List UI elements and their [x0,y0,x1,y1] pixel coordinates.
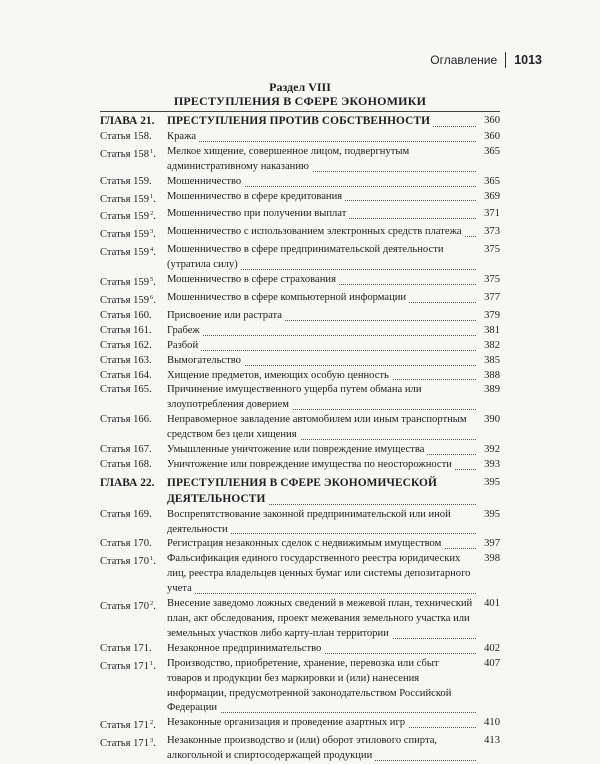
article-number: Статья $159^6$. [100,293,156,306]
article-title: Мошенничество в сфере страхования [167,274,339,285]
article-number-text: Статья 171. [100,642,152,654]
chapter-body [167,476,476,508]
entry-body [167,207,476,222]
article-page: 365 [484,145,500,157]
article-number: Статья $171^3$. [100,737,156,750]
article-number-text: Статья 166. [100,414,152,426]
entry-body [167,642,476,657]
chapter-body [167,114,476,130]
toc-entry[interactable] [100,458,500,473]
article-number [100,508,167,523]
article-superscript: 6 [150,293,154,301]
article-page: 381 [484,324,500,336]
article-superscript: 5 [150,276,154,284]
article-number: Статья $170^2$. [100,600,156,613]
article-page: 402 [484,642,500,654]
article-number-text: Статья 161. [100,324,152,336]
article-title: Хищение предметов, имеющих особую ценность [167,370,392,381]
article-page: 401 [484,598,500,610]
article-number: Статья $159^5$. [100,276,156,289]
article-number-text: Статья 162. [100,339,152,351]
article-superscript: 1 [150,192,154,200]
article-title: Незаконное предпринимательство [167,643,324,654]
article-number-text: Статья 170 [100,601,149,613]
article-number-text: Статья 159. [100,175,152,187]
article-number [100,354,167,369]
entry-body [167,291,476,306]
entry-body [167,145,476,175]
toc-entry[interactable] [100,597,500,642]
section-heading [100,80,500,108]
article-page: 407 [484,657,500,669]
article-number-text: Статья 170 [100,556,149,568]
toc-entry[interactable] [100,309,500,324]
table-of-contents [100,111,500,764]
article-number: Статья $158^1$. [100,147,156,160]
article-superscript: 3 [150,737,154,745]
article-page: 371 [484,208,500,220]
article-number [100,458,167,473]
article-superscript: 3 [150,228,154,236]
toc-entry[interactable] [100,508,500,538]
toc-entry[interactable] [100,190,500,208]
toc-entry[interactable] [100,243,500,273]
toc-entry[interactable] [100,339,500,354]
entry-body [167,309,476,324]
toc-entry[interactable] [100,413,500,443]
toc-entry[interactable] [100,130,500,145]
toc-entry[interactable] [100,354,500,369]
entry-body [167,383,476,413]
article-page: 369 [484,190,500,202]
article-title: Неправомерное завладение автомобилем или иным транспортным средством без цели хищения [167,414,467,441]
article-number: Статья $170^1$. [100,555,156,568]
article-number-text: Статья 159 [100,193,149,205]
running-head [430,52,542,68]
article-title: Вымогательство [167,355,244,366]
article-superscript: 2 [150,719,154,727]
section-label: Раздел VIII [269,80,331,94]
article-number-text: Статья 159 [100,294,149,306]
chapter-label: ГЛАВА 22. [100,476,155,489]
article-title: Мошенничество при получении выплат [167,208,349,219]
entry-body [167,734,476,764]
article-number: Статья $159^2$. [100,210,156,223]
article-number-text: Статья 167. [100,444,152,456]
article-page: 382 [484,339,500,351]
article-page: 410 [484,717,500,729]
chapter-rule [100,111,500,112]
article-number: Статья $159^3$. [100,228,156,241]
entry-body [167,225,476,240]
article-title: Причинение имущественного ущерба путем обмана или злоупотребления доверием [167,384,422,411]
article-number-text: Статья 159 [100,229,149,241]
chapter-title: ПРЕСТУПЛЕНИЯ В СФЕРЕ ЭКОНОМИЧЕСКОЙ ДЕЯТЕЛЬНОСТИ [167,476,437,505]
entry-body [167,537,476,552]
entry-body [167,354,476,369]
article-superscript: 1 [150,659,154,667]
article-superscript: 4 [150,246,154,254]
article-page: 398 [484,553,500,565]
article-page: 395 [484,508,500,520]
toc-entry[interactable] [100,734,500,764]
chapter-heading[interactable] [100,114,500,130]
chapter-label: ГЛАВА 21. [100,115,155,127]
article-number [100,324,167,339]
article-title: Кража [167,131,199,142]
article-superscript: 2 [150,600,154,608]
article-title: Производство, приобретение, хранение, перевозка или сбыт товаров и продукции без маркировки и (или) нанесения информации, предусмотренной законодательством Российской Федерации [167,657,452,714]
toc-entry[interactable] [100,207,500,225]
article-number [100,130,167,145]
toc-entry[interactable] [100,225,500,243]
entry-body [167,716,476,731]
article-number-text: Статья 171 [100,738,149,750]
article-number-text: Статья 163. [100,354,152,366]
article-title: Мелкое хищение, совершенное лицом, подвергнутым административному наказанию [167,145,410,172]
article-number [100,537,167,552]
article-title: Присвоение или растрата [167,310,285,321]
article-page: 413 [484,735,500,747]
article-number: Статья $171^1$. [100,659,156,672]
running-head-page-number: 1013 [514,53,542,67]
article-title: Незаконные организация и проведение азартных игр [167,717,408,728]
article-number [100,309,167,324]
article-number-text: Статья 164. [100,369,152,381]
article-superscript: 2 [150,210,154,218]
article-title: Мошенничество [167,176,244,187]
toc-entry[interactable] [100,369,500,384]
article-number-text: Статья 171 [100,660,149,672]
section-title: ПРЕСТУПЛЕНИЯ В СФЕРЕ ЭКОНОМИКИ [173,94,427,108]
article-number-text: Статья 159 [100,247,149,259]
article-number: Статья $159^4$. [100,246,156,259]
article-number-text: Статья 171 [100,720,149,732]
article-page: 392 [484,444,500,456]
article-number-text: Статья 168. [100,458,152,470]
toc-entry[interactable] [100,383,500,413]
entry-body [167,552,476,597]
entry-body [167,339,476,354]
article-page: 375 [484,244,500,256]
entry-body [167,508,476,538]
article-number-text: Статья 158 [100,148,149,160]
article-title: Незаконные производство и (или) оборот этилового спирта, алкогольной и спиртосодержащей продукции [167,735,438,762]
article-number [100,369,167,384]
article-superscript: 1 [150,147,154,155]
article-title: Мошенничество с использованием электронных средств платежа [167,226,465,237]
article-number-text: Статья 160. [100,309,152,321]
entry-body [167,324,476,339]
entry-body [167,413,476,443]
toc-entry[interactable] [100,657,500,717]
entry-body [167,369,476,384]
article-number-text: Статья 159 [100,277,149,289]
article-number-text: Статья 165. [100,384,152,396]
article-number-text: Статья 170. [100,538,152,550]
article-number [100,339,167,354]
article-number: Статья $159^1$. [100,192,156,205]
article-number [100,383,167,398]
toc-entry[interactable] [100,273,500,291]
entry-body [167,243,476,273]
toc-entry[interactable] [100,642,500,657]
article-page: 389 [484,384,500,396]
article-page: 360 [484,130,500,142]
entry-body [167,597,476,642]
chapter-heading[interactable] [100,476,500,508]
toc-entry[interactable] [100,443,500,458]
toc-entry[interactable] [100,537,500,552]
entry-body [167,443,476,458]
toc-entry[interactable] [100,552,500,597]
toc-entry[interactable] [100,716,500,734]
article-page: 379 [484,309,500,321]
article-page: 397 [484,538,500,550]
article-page: 388 [484,369,500,381]
toc-entry[interactable] [100,324,500,339]
article-page: 390 [484,414,500,426]
article-page: 377 [484,291,500,303]
article-number [100,175,167,190]
article-title: Регистрация незаконных сделок с недвижимым имуществом [167,538,444,549]
article-title: Внесение заведомо ложных сведений в межевой план, технический план, акт обследования, проект межевания земельного участка или земельных участков либо карту-план территории [167,598,473,639]
article-title: Мошенничество в сфере кредитования [167,191,345,202]
article-title: Мошенничество в сфере предпринимательской деятельности (утратила силу) [167,244,444,271]
entry-body [167,273,476,288]
article-number-text: Статья 169. [100,508,152,520]
article-title: Грабеж [167,325,203,336]
toc-entry[interactable] [100,291,500,309]
running-head-divider [505,52,506,68]
entry-body [167,130,476,145]
article-title: Разбой [167,340,201,351]
running-head-title: Оглавление [430,53,498,67]
article-title: Мошенничество в сфере компьютерной информации [167,292,409,303]
article-superscript: 1 [150,555,154,563]
article-number: Статья $171^2$. [100,719,156,732]
article-page: 385 [484,354,500,366]
toc-entry[interactable] [100,175,500,190]
article-title: Фальсификация единого государственного реестра юридических лиц, реестра владельцев ценных бумаг или системы депозитарного учета [167,553,471,595]
entry-body [167,190,476,205]
article-number [100,413,167,428]
entry-body [167,175,476,190]
article-page: 393 [484,458,500,470]
chapter-title: ПРЕСТУПЛЕНИЯ ПРОТИВ СОБСТВЕННОСТИ [167,115,433,127]
article-number [100,443,167,458]
toc-entry[interactable] [100,145,500,175]
article-page: 373 [484,226,500,238]
entry-body [167,458,476,473]
article-title: Воспрепятствование законной предпринимательской или иной деятельности [167,508,451,535]
article-number-text: Статья 158. [100,130,152,142]
article-number [100,642,167,657]
article-title: Умышленные уничтожение или повреждение имущества [167,444,427,455]
article-title: Уничтожение или повреждение имущества по неосторожности [167,459,455,470]
chapter-page: 395 [484,476,500,488]
article-number-text: Статья 159 [100,211,149,223]
article-page: 365 [484,175,500,187]
chapter-page: 360 [484,115,500,126]
entry-body [167,657,476,717]
article-page: 375 [484,274,500,286]
